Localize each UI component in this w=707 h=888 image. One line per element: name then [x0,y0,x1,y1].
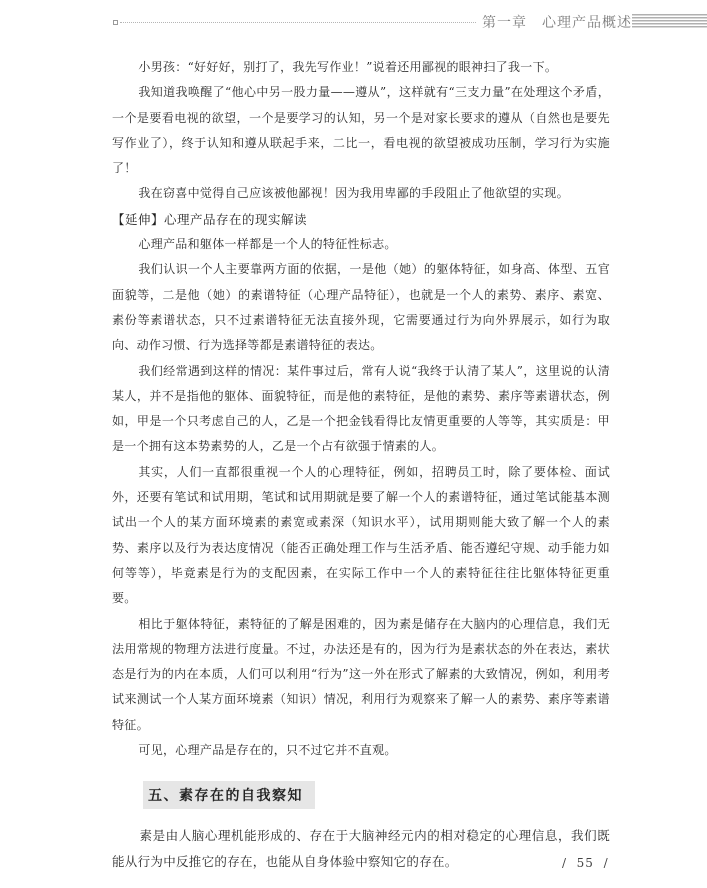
paragraph: 小男孩：“好好好，别打了，我先写作业！”说着还用鄙视的眼神扫了我一下。 [138,60,558,74]
extension-heading: 【延伸】心理产品存在的现实解读 [112,211,308,227]
paragraph: 相比于躯体特征，素特征的了解是困难的，因为素是储存在大脑内的心理信息，我们无法用常规的物理方法进行度量。不过，办法还是有的，因为行为是素状态的外在表达，素状态是行为的内在本质，人们可以利用“行为”这一外在形式了解素的大致情况，例如，利用考试来测试一个人某方面环境素（知识）情况，利用行为观察来了解一人的素势、素序等素谱特征。 [112,616,610,732]
page-number: / 55 / [562,856,609,870]
chapter-title: 第一章 心理产品概述 [482,15,632,31]
paragraph: 我知道我唤醒了“他心中另一股力量——遵从”，这样就有“三支力量”在处理这个矛盾，一个是要看电视的欲望，一个是要学习的认知，另一个是对家长要求的遵从（自然也是要先写作业了），终于认知和遵从联起手来，二比一，看电视的欲望被成功压制，学习行为实施了！ [112,85,610,176]
paragraph: 我在窃喜中觉得自己应该被他鄙视！因为我用卑鄙的手段阻止了他欲望的实现。 [138,186,569,201]
header-square-ornament [113,20,118,25]
running-header [0,0,707,44]
paragraph: 素是由人脑心理机能形成的、存在于大脑神经元内的相对稳定的心理信息，我们既能从行为中反推它的存在，也能从自身体验中察知它的存在。 [112,828,610,870]
paragraph: 其实，人们一直都很重视一个人的心理特征，例如，招聘员工时，除了要体检、面试外，还要有笔试和试用期，笔试和试用期就是要了解一个人的素谱特征，通过笔试能基本测试出一个人的某方面环境素的素宽或素深（知识水平），试用期则能大致了解一个人的素势、素序以及行为表达度情况（能否正确处理工作与生活矛盾、能否遵纪守规、动手能力如何等等），毕竟素是行为的支配因素，在实际工作中一个人的素特征往往比躯体特征更重要。 [112,464,610,606]
page-body [112,55,610,875]
header-stripe-ornament [632,14,707,28]
paragraph: 我们经常遇到这样的情况：某件事过后，常有人说“我终于认清了某人”，这里说的认清某人，并不是指他的躯体、面貌特征，而是他的素特征，是他的素势、素序等素谱状态，例如，甲是一个只考虑自己的人，乙是一个把金钱看得比友情更重要的人等等，其实质是：甲是一个拥有这本势素势的人，乙是一个占有欲强于情素的人。 [112,363,610,454]
header-dotted-rule [120,22,476,23]
section-heading: 五、素存在的自我察知 [143,781,315,809]
paragraph: 心理产品和躯体一样都是一个人的特征性标志。 [138,237,397,252]
section-body [112,823,610,875]
paragraph: 可见，心理产品是存在的，只不过它并不直观。 [138,743,397,758]
paragraph: 我们认识一个人主要靠两方面的依据，一是他（她）的躯体特征，如身高、体型、五官面貌等，二是他（她）的素谱特征（心理产品特征），也就是一个人的素势、素序、素宽、素份等素谱状态，只不过素谱特征无法直接外现，它需要通过行为向外界展示，如行为取向、动作习惯、行为选择等都是素谱特征的表达。 [112,262,610,353]
